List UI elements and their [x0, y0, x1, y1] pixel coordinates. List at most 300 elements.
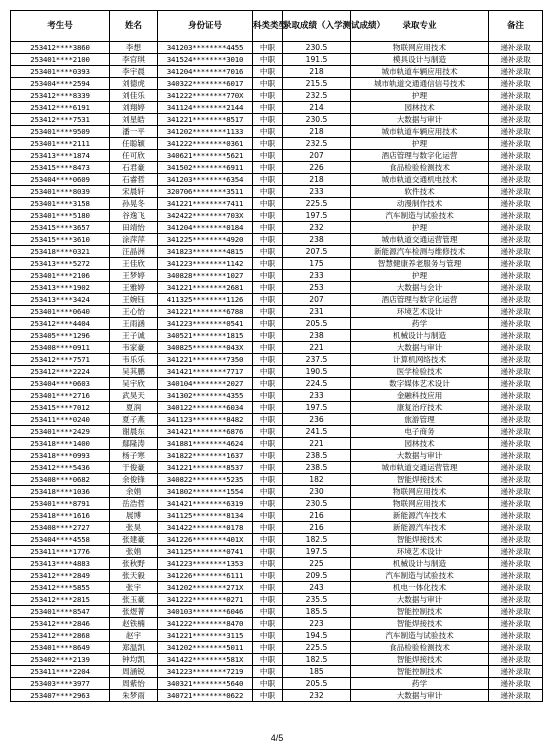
category-cell: 中职 — [253, 618, 283, 630]
score-cell: 207 — [283, 294, 351, 306]
exam-no-cell: 253405****1296 — [11, 330, 110, 342]
score-cell: 225 — [283, 558, 351, 570]
id-no-cell: 341202********271X — [158, 582, 253, 594]
major-cell: 智能焊接技术 — [351, 654, 489, 666]
id-no-cell: 340103********6046 — [158, 606, 253, 618]
major-cell: 药学 — [351, 678, 489, 690]
id-no-cell: 340825********043X — [158, 342, 253, 354]
category-cell: 中职 — [253, 294, 283, 306]
id-no-cell: 340322********6017 — [158, 78, 253, 90]
exam-no-cell: 253401****0640 — [11, 306, 110, 318]
remark-cell: 递补录取 — [489, 174, 543, 186]
major-cell: 智能焊接技术 — [351, 534, 489, 546]
table-row — [11, 594, 543, 606]
remark-cell: 递补录取 — [489, 222, 543, 234]
id-no-cell: 320706********3511 — [158, 186, 253, 198]
id-no-cell: 341422********0178 — [158, 522, 253, 534]
id-no-cell: 340521********1815 — [158, 330, 253, 342]
remark-cell: 递补录取 — [489, 138, 543, 150]
category-cell: 中职 — [253, 402, 283, 414]
score-cell: 236 — [283, 414, 351, 426]
name-cell: 余俊锋 — [110, 474, 158, 486]
remark-cell: 递补录取 — [489, 54, 543, 66]
score-cell: 231 — [283, 306, 351, 318]
remark-cell: 递补录取 — [489, 378, 543, 390]
table-row — [11, 474, 543, 486]
name-cell: 石睿哲 — [110, 174, 158, 186]
score-cell: 207 — [283, 150, 351, 162]
id-no-cell: 341202********5011 — [158, 642, 253, 654]
category-cell: 中职 — [253, 366, 283, 378]
id-no-cell: 341221********3115 — [158, 630, 253, 642]
table-row — [11, 546, 543, 558]
remark-cell: 递补录取 — [489, 462, 543, 474]
score-cell: 243 — [283, 582, 351, 594]
exam-no-cell: 253401****8547 — [11, 606, 110, 618]
exam-no-cell: 253413****5272 — [11, 258, 110, 270]
table-row — [11, 354, 543, 366]
major-cell: 动漫制作技术 — [351, 198, 489, 210]
table-row — [11, 642, 543, 654]
remark-cell: 递补录取 — [489, 690, 543, 702]
id-no-cell: 341203********4455 — [158, 42, 253, 54]
name-cell: 汪晶洲 — [110, 246, 158, 258]
id-no-cell: 341226********401X — [158, 534, 253, 546]
major-cell: 智能控制技术 — [351, 666, 489, 678]
remark-cell: 递补录取 — [489, 582, 543, 594]
score-cell: 205.5 — [283, 678, 351, 690]
name-cell: 赵宇 — [110, 630, 158, 642]
category-cell: 中职 — [253, 78, 283, 90]
major-cell: 大数据与审计 — [351, 450, 489, 462]
remark-cell: 递补录取 — [489, 606, 543, 618]
major-cell: 护理 — [351, 138, 489, 150]
name-cell: 王雅婷 — [110, 282, 158, 294]
category-cell: 中职 — [253, 330, 283, 342]
exam-no-cell: 253401****2716 — [11, 390, 110, 402]
table-row — [11, 150, 543, 162]
table-row — [11, 174, 543, 186]
remark-cell: 递补录取 — [489, 42, 543, 54]
exam-no-cell: 253401****8649 — [11, 642, 110, 654]
major-cell: 机械设计与制造 — [351, 330, 489, 342]
major-cell: 软件技术 — [351, 186, 489, 198]
id-no-cell: 341502********6911 — [158, 162, 253, 174]
major-cell: 数字媒体艺术设计 — [351, 378, 489, 390]
exam-no-cell: 253415****7012 — [11, 402, 110, 414]
name-cell: 周涵锐 — [110, 666, 158, 678]
table-row — [11, 138, 543, 150]
id-no-cell: 340822********5235 — [158, 474, 253, 486]
exam-no-cell: 253412****5436 — [11, 462, 110, 474]
remark-cell: 递补录取 — [489, 234, 543, 246]
header-exam-no: 考生号 — [11, 11, 110, 42]
score-cell: 205.5 — [283, 318, 351, 330]
id-no-cell: 341202********1133 — [158, 126, 253, 138]
table-row — [11, 402, 543, 414]
remark-cell: 递补录取 — [489, 318, 543, 330]
category-cell: 中职 — [253, 426, 283, 438]
score-cell: 182.5 — [283, 534, 351, 546]
id-no-cell: 341204********0184 — [158, 222, 253, 234]
id-no-cell: 341225********4920 — [158, 234, 253, 246]
table-row — [11, 222, 543, 234]
major-cell: 护理 — [351, 270, 489, 282]
major-cell: 城市轨道交通机电技术 — [351, 174, 489, 186]
table-row — [11, 426, 543, 438]
remark-cell: 递补录取 — [489, 594, 543, 606]
category-cell: 中职 — [253, 474, 283, 486]
id-no-cell: 341124********2144 — [158, 102, 253, 114]
table-row — [11, 114, 543, 126]
name-cell: 武昊天 — [110, 390, 158, 402]
remark-cell: 递补录取 — [489, 78, 543, 90]
score-cell: 232.5 — [283, 138, 351, 150]
id-no-cell: 341881********4624 — [158, 438, 253, 450]
exam-no-cell: 253412****4404 — [11, 318, 110, 330]
id-no-cell: 341221********8517 — [158, 114, 253, 126]
name-cell: 宋晨轩 — [110, 186, 158, 198]
category-cell: 中职 — [253, 510, 283, 522]
table-row — [11, 342, 543, 354]
name-cell: 张煜菁 — [110, 606, 158, 618]
table-row — [11, 258, 543, 270]
table-row — [11, 630, 543, 642]
remark-cell: 递补录取 — [489, 450, 543, 462]
score-cell: 197.5 — [283, 546, 351, 558]
name-cell: 杨子寒 — [110, 450, 158, 462]
id-no-cell: 341222********0361 — [158, 138, 253, 150]
category-cell: 中职 — [253, 558, 283, 570]
table-row — [11, 234, 543, 246]
category-cell: 中职 — [253, 90, 283, 102]
admission-table — [10, 10, 543, 702]
exam-no-cell: 253402****2139 — [11, 654, 110, 666]
name-cell: 郑温凯 — [110, 642, 158, 654]
major-cell: 物联网应用技术 — [351, 486, 489, 498]
category-cell: 中职 — [253, 414, 283, 426]
id-no-cell: 340321********5640 — [158, 678, 253, 690]
exam-no-cell: 253412****7571 — [11, 354, 110, 366]
id-no-cell: 340122********6034 — [158, 402, 253, 414]
category-cell: 中职 — [253, 186, 283, 198]
major-cell: 酒店管理与数字化运营 — [351, 150, 489, 162]
category-cell: 中职 — [253, 282, 283, 294]
table-row — [11, 654, 543, 666]
name-cell: 张昊 — [110, 522, 158, 534]
name-cell: 涂萍萍 — [110, 234, 158, 246]
score-cell: 224.5 — [283, 378, 351, 390]
category-cell: 中职 — [253, 678, 283, 690]
name-cell: 赵铁楠 — [110, 618, 158, 630]
category-cell: 中职 — [253, 258, 283, 270]
score-cell: 185 — [283, 666, 351, 678]
remark-cell: 递补录取 — [489, 522, 543, 534]
major-cell: 新能源汽车检测与维修技术 — [351, 246, 489, 258]
table-row — [11, 582, 543, 594]
remark-cell: 递补录取 — [489, 102, 543, 114]
major-cell: 智慧健康养老服务与管理 — [351, 258, 489, 270]
category-cell: 中职 — [253, 246, 283, 258]
category-cell: 中职 — [253, 222, 283, 234]
score-cell: 207.5 — [283, 246, 351, 258]
score-cell: 230.5 — [283, 498, 351, 510]
name-cell: 张天毅 — [110, 570, 158, 582]
table-row — [11, 486, 543, 498]
remark-cell: 递补录取 — [489, 618, 543, 630]
table-row — [11, 678, 543, 690]
header-id-no: 身份证号 — [158, 11, 253, 42]
name-cell: 王佳欣 — [110, 258, 158, 270]
score-cell: 230.5 — [283, 42, 351, 54]
exam-no-cell: 253411****1776 — [11, 546, 110, 558]
category-cell: 中职 — [253, 234, 283, 246]
score-cell: 232 — [283, 222, 351, 234]
major-cell: 机电一体化技术 — [351, 582, 489, 594]
id-no-cell: 341823********4815 — [158, 246, 253, 258]
score-cell: 223 — [283, 618, 351, 630]
score-cell: 253 — [283, 282, 351, 294]
category-cell: 中职 — [253, 342, 283, 354]
major-cell: 园林技术 — [351, 438, 489, 450]
exam-no-cell: 253401****2100 — [11, 54, 110, 66]
exam-no-cell: 253412****2815 — [11, 594, 110, 606]
major-cell: 汽车制造与试验技术 — [351, 630, 489, 642]
score-cell: 225.5 — [283, 198, 351, 210]
table-row — [11, 510, 543, 522]
id-no-cell: 341524********3010 — [158, 54, 253, 66]
table-row — [11, 690, 543, 702]
category-cell: 中职 — [253, 642, 283, 654]
remark-cell: 递补录取 — [489, 150, 543, 162]
major-cell: 大数据与审计 — [351, 342, 489, 354]
exam-no-cell: 253412****2868 — [11, 630, 110, 642]
major-cell: 大数据与审计 — [351, 690, 489, 702]
major-cell: 城市轨道交通通信信号技术 — [351, 78, 489, 90]
exam-no-cell: 253404****2594 — [11, 78, 110, 90]
name-cell: 李官琪 — [110, 54, 158, 66]
major-cell: 汽车制造与试验技术 — [351, 570, 489, 582]
exam-no-cell: 253418****0321 — [11, 246, 110, 258]
score-cell: 221 — [283, 438, 351, 450]
name-cell: 王心怡 — [110, 306, 158, 318]
major-cell: 医学检验技术 — [351, 366, 489, 378]
header-remark: 备注 — [489, 11, 543, 42]
score-cell: 182.5 — [283, 654, 351, 666]
remark-cell: 递补录取 — [489, 498, 543, 510]
table-row — [11, 558, 543, 570]
category-cell: 中职 — [253, 378, 283, 390]
category-cell: 中职 — [253, 522, 283, 534]
score-cell: 214 — [283, 102, 351, 114]
major-cell: 环境艺术设计 — [351, 306, 489, 318]
name-cell: 李宇晨 — [110, 66, 158, 78]
major-cell: 食品检验检测技术 — [351, 642, 489, 654]
exam-no-cell: 253408****0911 — [11, 342, 110, 354]
name-cell: 王子诚 — [110, 330, 158, 342]
name-cell: 刘翔婷 — [110, 102, 158, 114]
table-row — [11, 414, 543, 426]
major-cell: 金融科技应用 — [351, 390, 489, 402]
id-no-cell: 341802********1554 — [158, 486, 253, 498]
category-cell: 中职 — [253, 690, 283, 702]
category-cell: 中职 — [253, 438, 283, 450]
table-row — [11, 162, 543, 174]
score-cell: 238.5 — [283, 462, 351, 474]
remark-cell: 递补录取 — [489, 438, 543, 450]
major-cell: 智能控制技术 — [351, 606, 489, 618]
id-no-cell: 340621********5621 — [158, 150, 253, 162]
category-cell: 中职 — [253, 42, 283, 54]
id-no-cell: 341222********0271 — [158, 594, 253, 606]
exam-no-cell: 253401****9509 — [11, 126, 110, 138]
table-row — [11, 522, 543, 534]
name-cell: 于俊豪 — [110, 462, 158, 474]
remark-cell: 递补录取 — [489, 198, 543, 210]
score-cell: 232.5 — [283, 90, 351, 102]
exam-no-cell: 253401****3158 — [11, 198, 110, 210]
table-row — [11, 390, 543, 402]
remark-cell: 递补录取 — [489, 270, 543, 282]
name-cell: 吴宇欣 — [110, 378, 158, 390]
major-cell: 药学 — [351, 318, 489, 330]
score-cell: 241.5 — [283, 426, 351, 438]
id-no-cell: 342422********703X — [158, 210, 253, 222]
remark-cell: 递补录取 — [489, 510, 543, 522]
major-cell: 新能源汽车技术 — [351, 510, 489, 522]
remark-cell: 递补录取 — [489, 294, 543, 306]
id-no-cell: 341222********770X — [158, 90, 253, 102]
header-score: 录取成绩（入学测试成绩） — [283, 11, 351, 42]
id-no-cell: 341204********7016 — [158, 66, 253, 78]
score-cell: 175 — [283, 258, 351, 270]
major-cell: 城市轨道交通运营管理 — [351, 462, 489, 474]
id-no-cell: 411325********1126 — [158, 294, 253, 306]
table-row — [11, 270, 543, 282]
exam-no-cell: 253408****0682 — [11, 474, 110, 486]
category-cell: 中职 — [253, 198, 283, 210]
table-row — [11, 450, 543, 462]
id-no-cell: 341123********8482 — [158, 414, 253, 426]
id-no-cell: 341421********7717 — [158, 366, 253, 378]
name-cell: 任可欣 — [110, 150, 158, 162]
exam-no-cell: 253408****2727 — [11, 522, 110, 534]
major-cell: 城市轨道交通运营管理 — [351, 234, 489, 246]
name-cell: 钟均凯 — [110, 654, 158, 666]
score-cell: 230 — [283, 486, 351, 498]
name-cell: 朱梦雨 — [110, 690, 158, 702]
exam-no-cell: 253418****1400 — [11, 438, 110, 450]
exam-no-cell: 253407****2963 — [11, 690, 110, 702]
major-cell: 电子商务 — [351, 426, 489, 438]
table-row — [11, 210, 543, 222]
score-cell: 226 — [283, 162, 351, 174]
name-cell: 吴其鹏 — [110, 366, 158, 378]
name-cell: 鄢隆涛 — [110, 438, 158, 450]
score-cell: 218 — [283, 126, 351, 138]
score-cell: 238.5 — [283, 450, 351, 462]
table-row — [11, 606, 543, 618]
remark-cell: 递补录取 — [489, 306, 543, 318]
remark-cell: 递补录取 — [489, 570, 543, 582]
exam-no-cell: 253401****8791 — [11, 498, 110, 510]
score-cell: 197.5 — [283, 402, 351, 414]
exam-no-cell: 253412****3860 — [11, 42, 110, 54]
category-cell: 中职 — [253, 210, 283, 222]
exam-no-cell: 253404****0603 — [11, 378, 110, 390]
remark-cell: 递补录取 — [489, 402, 543, 414]
table-row — [11, 126, 543, 138]
score-cell: 232 — [283, 690, 351, 702]
id-no-cell: 341221********7411 — [158, 198, 253, 210]
category-cell: 中职 — [253, 354, 283, 366]
major-cell: 计算机网络技术 — [351, 354, 489, 366]
id-no-cell: 341221********2681 — [158, 282, 253, 294]
table-row — [11, 366, 543, 378]
score-cell: 233 — [283, 186, 351, 198]
major-cell: 新能源汽车技术 — [351, 522, 489, 534]
major-cell: 智能焊接技术 — [351, 474, 489, 486]
remark-cell: 递补录取 — [489, 354, 543, 366]
table-row — [11, 318, 543, 330]
major-cell: 大数据与审计 — [351, 114, 489, 126]
name-cell: 刘佳乐 — [110, 90, 158, 102]
major-cell: 环境艺术设计 — [351, 546, 489, 558]
id-no-cell: 340721********0622 — [158, 690, 253, 702]
major-cell: 物联网应用技术 — [351, 42, 489, 54]
exam-no-cell: 253412****7531 — [11, 114, 110, 126]
category-cell: 中职 — [253, 462, 283, 474]
remark-cell: 递补录取 — [489, 678, 543, 690]
category-cell: 中职 — [253, 486, 283, 498]
table-row — [11, 618, 543, 630]
id-no-cell: 341223********1142 — [158, 258, 253, 270]
exam-no-cell: 253418****1036 — [11, 486, 110, 498]
remark-cell: 递补录取 — [489, 126, 543, 138]
header-row — [11, 11, 543, 42]
remark-cell: 递补录取 — [489, 414, 543, 426]
exam-no-cell: 253411****0240 — [11, 414, 110, 426]
table-row — [11, 42, 543, 54]
name-cell: 韦家豪 — [110, 342, 158, 354]
category-cell: 中职 — [253, 654, 283, 666]
remark-cell: 递补录取 — [489, 642, 543, 654]
category-cell: 中职 — [253, 126, 283, 138]
name-cell: 张玉豪 — [110, 594, 158, 606]
name-cell: 谷逸飞 — [110, 210, 158, 222]
category-cell: 中职 — [253, 390, 283, 402]
page-number: 4/5 — [270, 733, 284, 743]
name-cell: 张娟 — [110, 546, 158, 558]
score-cell: 233 — [283, 270, 351, 282]
table-row — [11, 186, 543, 198]
exam-no-cell: 253415****8473 — [11, 162, 110, 174]
id-no-cell: 341221********6788 — [158, 306, 253, 318]
id-no-cell: 341302********4355 — [158, 390, 253, 402]
score-cell: 230.5 — [283, 114, 351, 126]
remark-cell: 递补录取 — [489, 114, 543, 126]
remark-cell: 递补录取 — [489, 90, 543, 102]
exam-no-cell: 253401****2111 — [11, 138, 110, 150]
category-cell: 中职 — [253, 570, 283, 582]
table-row — [11, 498, 543, 510]
category-cell: 中职 — [253, 666, 283, 678]
category-cell: 中职 — [253, 450, 283, 462]
exam-no-cell: 253415****3657 — [11, 222, 110, 234]
name-cell: 张秋野 — [110, 558, 158, 570]
table-row — [11, 90, 543, 102]
table-row — [11, 102, 543, 114]
